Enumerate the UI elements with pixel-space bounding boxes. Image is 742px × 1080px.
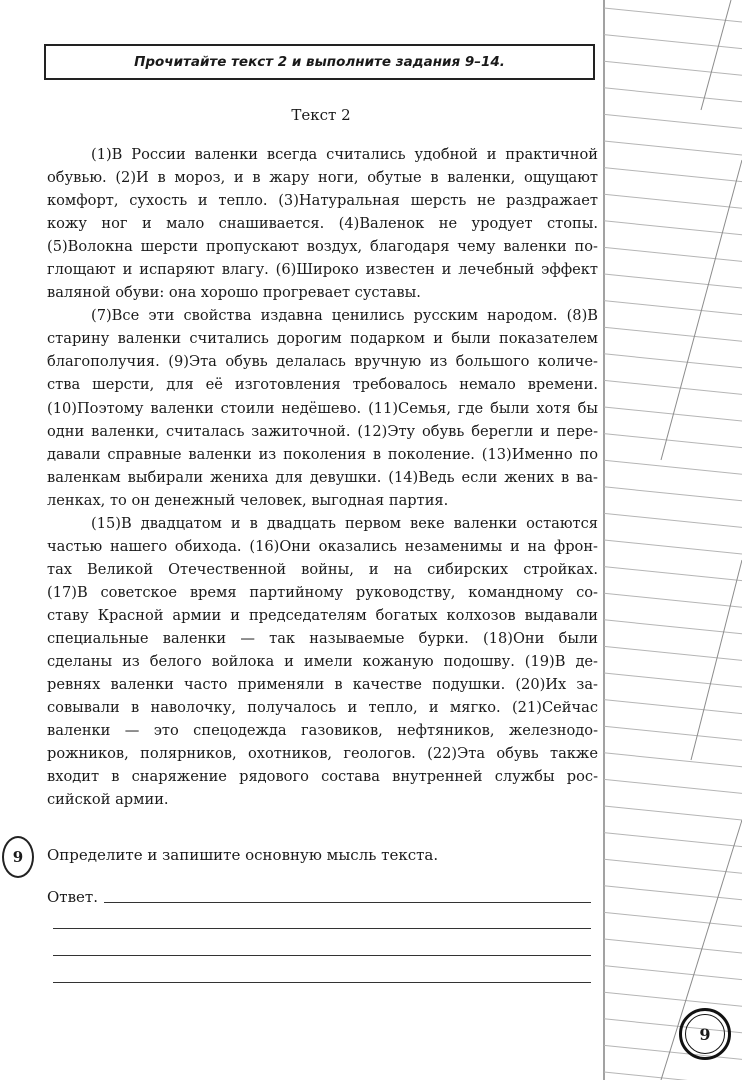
text-line: (7)Все эти свойства издавна ценились русским народом. (8)В: [91, 307, 598, 325]
draft-rule-line: [604, 114, 742, 128]
text-line: (15)В двадцатом и в двадцать первом веке валенки остаются: [91, 514, 598, 532]
text-line: комфорт, сухость и тепло. (3)Натуральная шерсть не раздражает: [47, 192, 598, 210]
draft-rule-line: [604, 673, 742, 687]
text-line: входит в снаряжение рядового состава внутренней службы рос-: [47, 768, 598, 786]
answer-line[interactable]: [53, 955, 591, 956]
draft-rule-line: [604, 141, 742, 155]
text-line: (5)Волокна шерсти пропускают воздух, благодаря чему валенки по-: [47, 238, 598, 256]
draft-rule-line: [604, 487, 742, 501]
text-line: валенки — это спецодежда газовиков, нефтяников, железнодо-: [47, 722, 598, 740]
draft-rule-line: [604, 327, 742, 341]
draft-rule-line: [604, 168, 742, 182]
text-line: рожников, полярников, охотников, геологов. (22)Эта обувь также: [47, 745, 598, 763]
draft-rule-line: [604, 540, 742, 554]
text-line: валенкам выбирали жениха для девушки. (14)Ведь если жених в ва-: [47, 468, 598, 486]
text-line: благополучия. (9)Эта обувь делалась вручную из большого количе-: [47, 353, 598, 371]
draft-rule-line: [604, 700, 742, 714]
draft-rule-line: [604, 513, 742, 527]
text-line: давали справные валенки из поколения в поколение. (13)Именно по: [47, 445, 598, 463]
draft-rule-line: [604, 567, 742, 581]
draft-rule-line: [604, 301, 742, 315]
draft-rule-line: [604, 939, 742, 953]
draft-rule-line: [604, 88, 742, 102]
question-text: Определите и запишите основную мысль текста.: [47, 846, 439, 864]
draft-margin-lines: [601, 0, 742, 1080]
draft-rule-line: [604, 992, 742, 1006]
draft-rule-line: [604, 912, 742, 926]
question-number: 9: [12, 848, 24, 866]
page-number-badge: [679, 1008, 731, 1060]
text-line: (1)В России валенки всегда считались удобной и практичной: [91, 146, 598, 163]
draft-rule-line: [604, 221, 742, 235]
text-title: Текст 2: [291, 106, 351, 124]
text-line: старину валенки считались дорогим подарком и были показателем: [47, 330, 598, 348]
text-line: обувью. (2)И в мороз, и в жару ноги, обутые в валенки, ощущают: [47, 169, 598, 187]
draft-rule-line: [604, 61, 742, 75]
draft-rule-line: [604, 806, 742, 820]
text-line: одни валенки, считалась зажиточной. (12)Эту обувь берегли и пере-: [47, 422, 598, 440]
text-line: специальные валенки — так называемые бурки. (18)Они были: [47, 629, 598, 647]
draft-rule-line: [604, 620, 742, 634]
answer-line[interactable]: [53, 982, 591, 983]
draft-rule-line: [604, 1072, 742, 1080]
text-line: ства шерсти, для её изготовления требовалось немало времени.: [47, 376, 598, 394]
draft-rule-line: [604, 726, 742, 740]
draft-rule-line: [604, 8, 742, 22]
instruction-text: Прочитайте текст 2 и выполните задания 9–14.: [134, 54, 505, 70]
text-line: (17)В советское время партийному руководству, командному со-: [47, 583, 598, 601]
text-line: ленках, то он денежный человек, выгодная партия.: [47, 491, 449, 509]
draft-rule-line: [604, 966, 742, 980]
text-line: валяной обуви: она хорошо прогревает суставы.: [47, 284, 421, 302]
draft-rule-line: [604, 833, 742, 847]
answer-label: Ответ.: [47, 888, 98, 906]
question-number-badge: [2, 836, 34, 878]
draft-rule-line: [604, 380, 742, 394]
draft-rule-line: [604, 779, 742, 793]
answer-line[interactable]: [104, 902, 591, 903]
draft-rule-line: [604, 274, 742, 288]
draft-rule-line: [604, 460, 742, 474]
text-line: ревнях валенки часто применяли в качестве подушки. (20)Их за-: [47, 676, 598, 694]
draft-rule-line: [604, 753, 742, 767]
page-number-inner: [685, 1014, 725, 1054]
text-line: сийской армии.: [47, 791, 169, 809]
draft-rule-line: [604, 354, 742, 368]
text-line: ставу Красной армии и председателям богатых колхозов выдавали: [47, 606, 598, 624]
answer-line[interactable]: [53, 928, 591, 929]
draft-rule-line: [604, 593, 742, 607]
text-body: [47, 143, 598, 811]
text-line: сделаны из белого войлока и имели кожаную подошву. (19)В де-: [47, 653, 598, 671]
text-line: совывали в наволочку, получалось и тепло, и мягко. (21)Сейчас: [47, 699, 598, 717]
draft-rule-line: [604, 434, 742, 448]
text-line: (10)Поэтому валенки стоили недёшево. (11)Семья, где были хотя бы: [47, 399, 598, 417]
text-line: кожу ног и мало снашивается. (4)Валенок не уродует стопы.: [47, 215, 598, 233]
text-line: частью нашего обихода. (16)Они оказались незаменимы и на фрон-: [47, 537, 598, 555]
draft-rule-line: [604, 247, 742, 261]
page-number: 9: [699, 1024, 711, 1044]
draft-rule-line: [604, 646, 742, 660]
instruction-box: [44, 44, 595, 80]
text-line: глощают и испаряют влагу. (6)Широко известен и лечебный эффект: [47, 261, 598, 279]
draft-rule-line: [604, 859, 742, 873]
draft-rule-line: [604, 194, 742, 208]
text-line: тах Великой Отечественной войны, и на сибирских стройках.: [47, 560, 598, 578]
